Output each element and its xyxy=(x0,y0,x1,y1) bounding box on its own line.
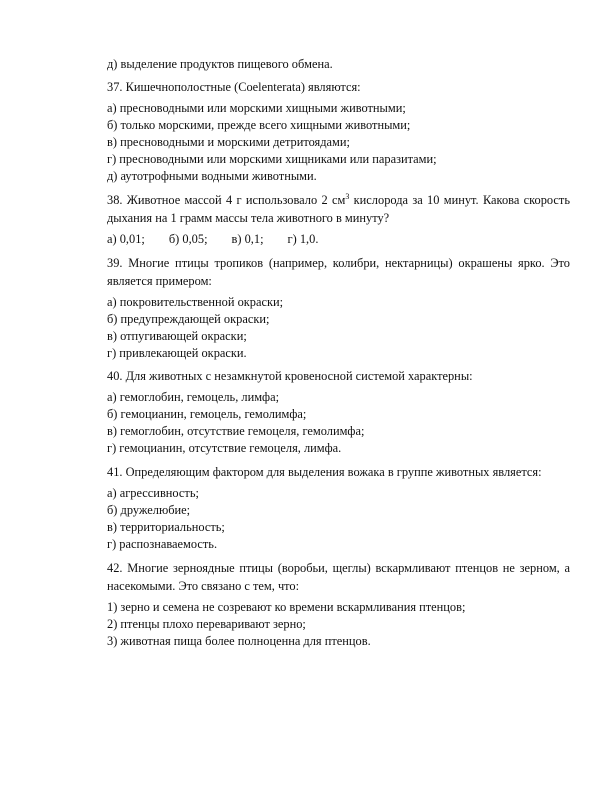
question-40 xyxy=(107,368,570,457)
question-39-text: 39. Многие птицы тропиков (например, колибри, нектарницы) окрашены ярко. Это является примером: xyxy=(107,256,570,288)
question-37-option-a: а) пресноводными или морскими хищными животными; xyxy=(107,101,406,115)
document-page xyxy=(107,56,570,650)
question-40-option-c: в) гемоглобин, отсутствие гемоцеля, гемолимфа; xyxy=(107,424,365,438)
question-37-option-e: д) аутотрофными водными животными. xyxy=(107,169,317,183)
question-42-option-2: 2) птенцы плохо переваривают зерно; xyxy=(107,617,306,631)
question-37-option-b: б) только морскими, прежде всего хищными животными; xyxy=(107,118,411,132)
question-38-option-d: г) 1,0. xyxy=(287,232,319,246)
question-38-option-c: в) 0,1; xyxy=(231,232,264,246)
question-41-option-b: б) дружелюбие; xyxy=(107,503,191,517)
question-38 xyxy=(107,191,570,248)
question-40-option-d: г) гемоцианин, отсутствие гемоцеля, лимфа. xyxy=(107,441,342,455)
question-38-text: 38. Животное массой 4 г использовало 2 $см^3$ кислорода за 10 минут. Какова скорость дыхания на 1 грамм массы тела животного в минуту? xyxy=(107,192,570,225)
question-41-option-a: а) агрессивность; xyxy=(107,486,199,500)
question-39-option-a: а) покровительственной окраски; xyxy=(107,295,284,309)
question-37-text: 37. Кишечнополостные (Coelenterata) являются: xyxy=(107,80,361,94)
question-39-option-b: б) предупреждающей окраски; xyxy=(107,312,270,326)
question-37-option-d: г) пресноводными или морскими хищниками или паразитами; xyxy=(107,152,437,166)
question-41-option-c: в) территориальность; xyxy=(107,520,225,534)
question-37-option-c: в) пресноводными и морскими детритоядами; xyxy=(107,135,350,149)
question-37 xyxy=(107,79,570,185)
question-42-text: 42. Многие зерноядные птицы (воробьи, щеглы) вскармливают птенцов не зерном, а насекомыми. Это связано с тем, что: xyxy=(107,561,570,593)
question-38-options xyxy=(107,231,570,248)
question-42-option-1: 1) зерно и семена не созревают ко времени вскармливания птенцов; xyxy=(107,600,466,614)
question-41 xyxy=(107,463,570,553)
question-39-option-d: г) привлекающей окраски. xyxy=(107,346,247,360)
question-42-option-3: 3) животная пища более полноценна для птенцов. xyxy=(107,634,371,648)
question-41-text: 41. Определяющим фактором для выделения вожака в группе животных является: xyxy=(107,465,542,479)
question-39 xyxy=(107,254,570,362)
q36-option-d: д) выделение продуктов пищевого обмена. xyxy=(107,57,333,71)
question-38-option-a: а) 0,01; xyxy=(107,232,145,246)
question-42 xyxy=(107,559,570,650)
question-39-option-c: в) отпугивающей окраски; xyxy=(107,329,247,343)
question-40-text: 40. Для животных с незамкнутой кровеносной системой характерны: xyxy=(107,369,473,383)
question-41-option-d: г) распознаваемость. xyxy=(107,537,218,551)
question-38-option-b: б) 0,05; xyxy=(168,232,208,246)
question-40-option-b: б) гемоцианин, гемоцель, гемолимфа; xyxy=(107,407,307,421)
question-40-option-a: а) гемоглобин, гемоцель, лимфа; xyxy=(107,390,280,404)
